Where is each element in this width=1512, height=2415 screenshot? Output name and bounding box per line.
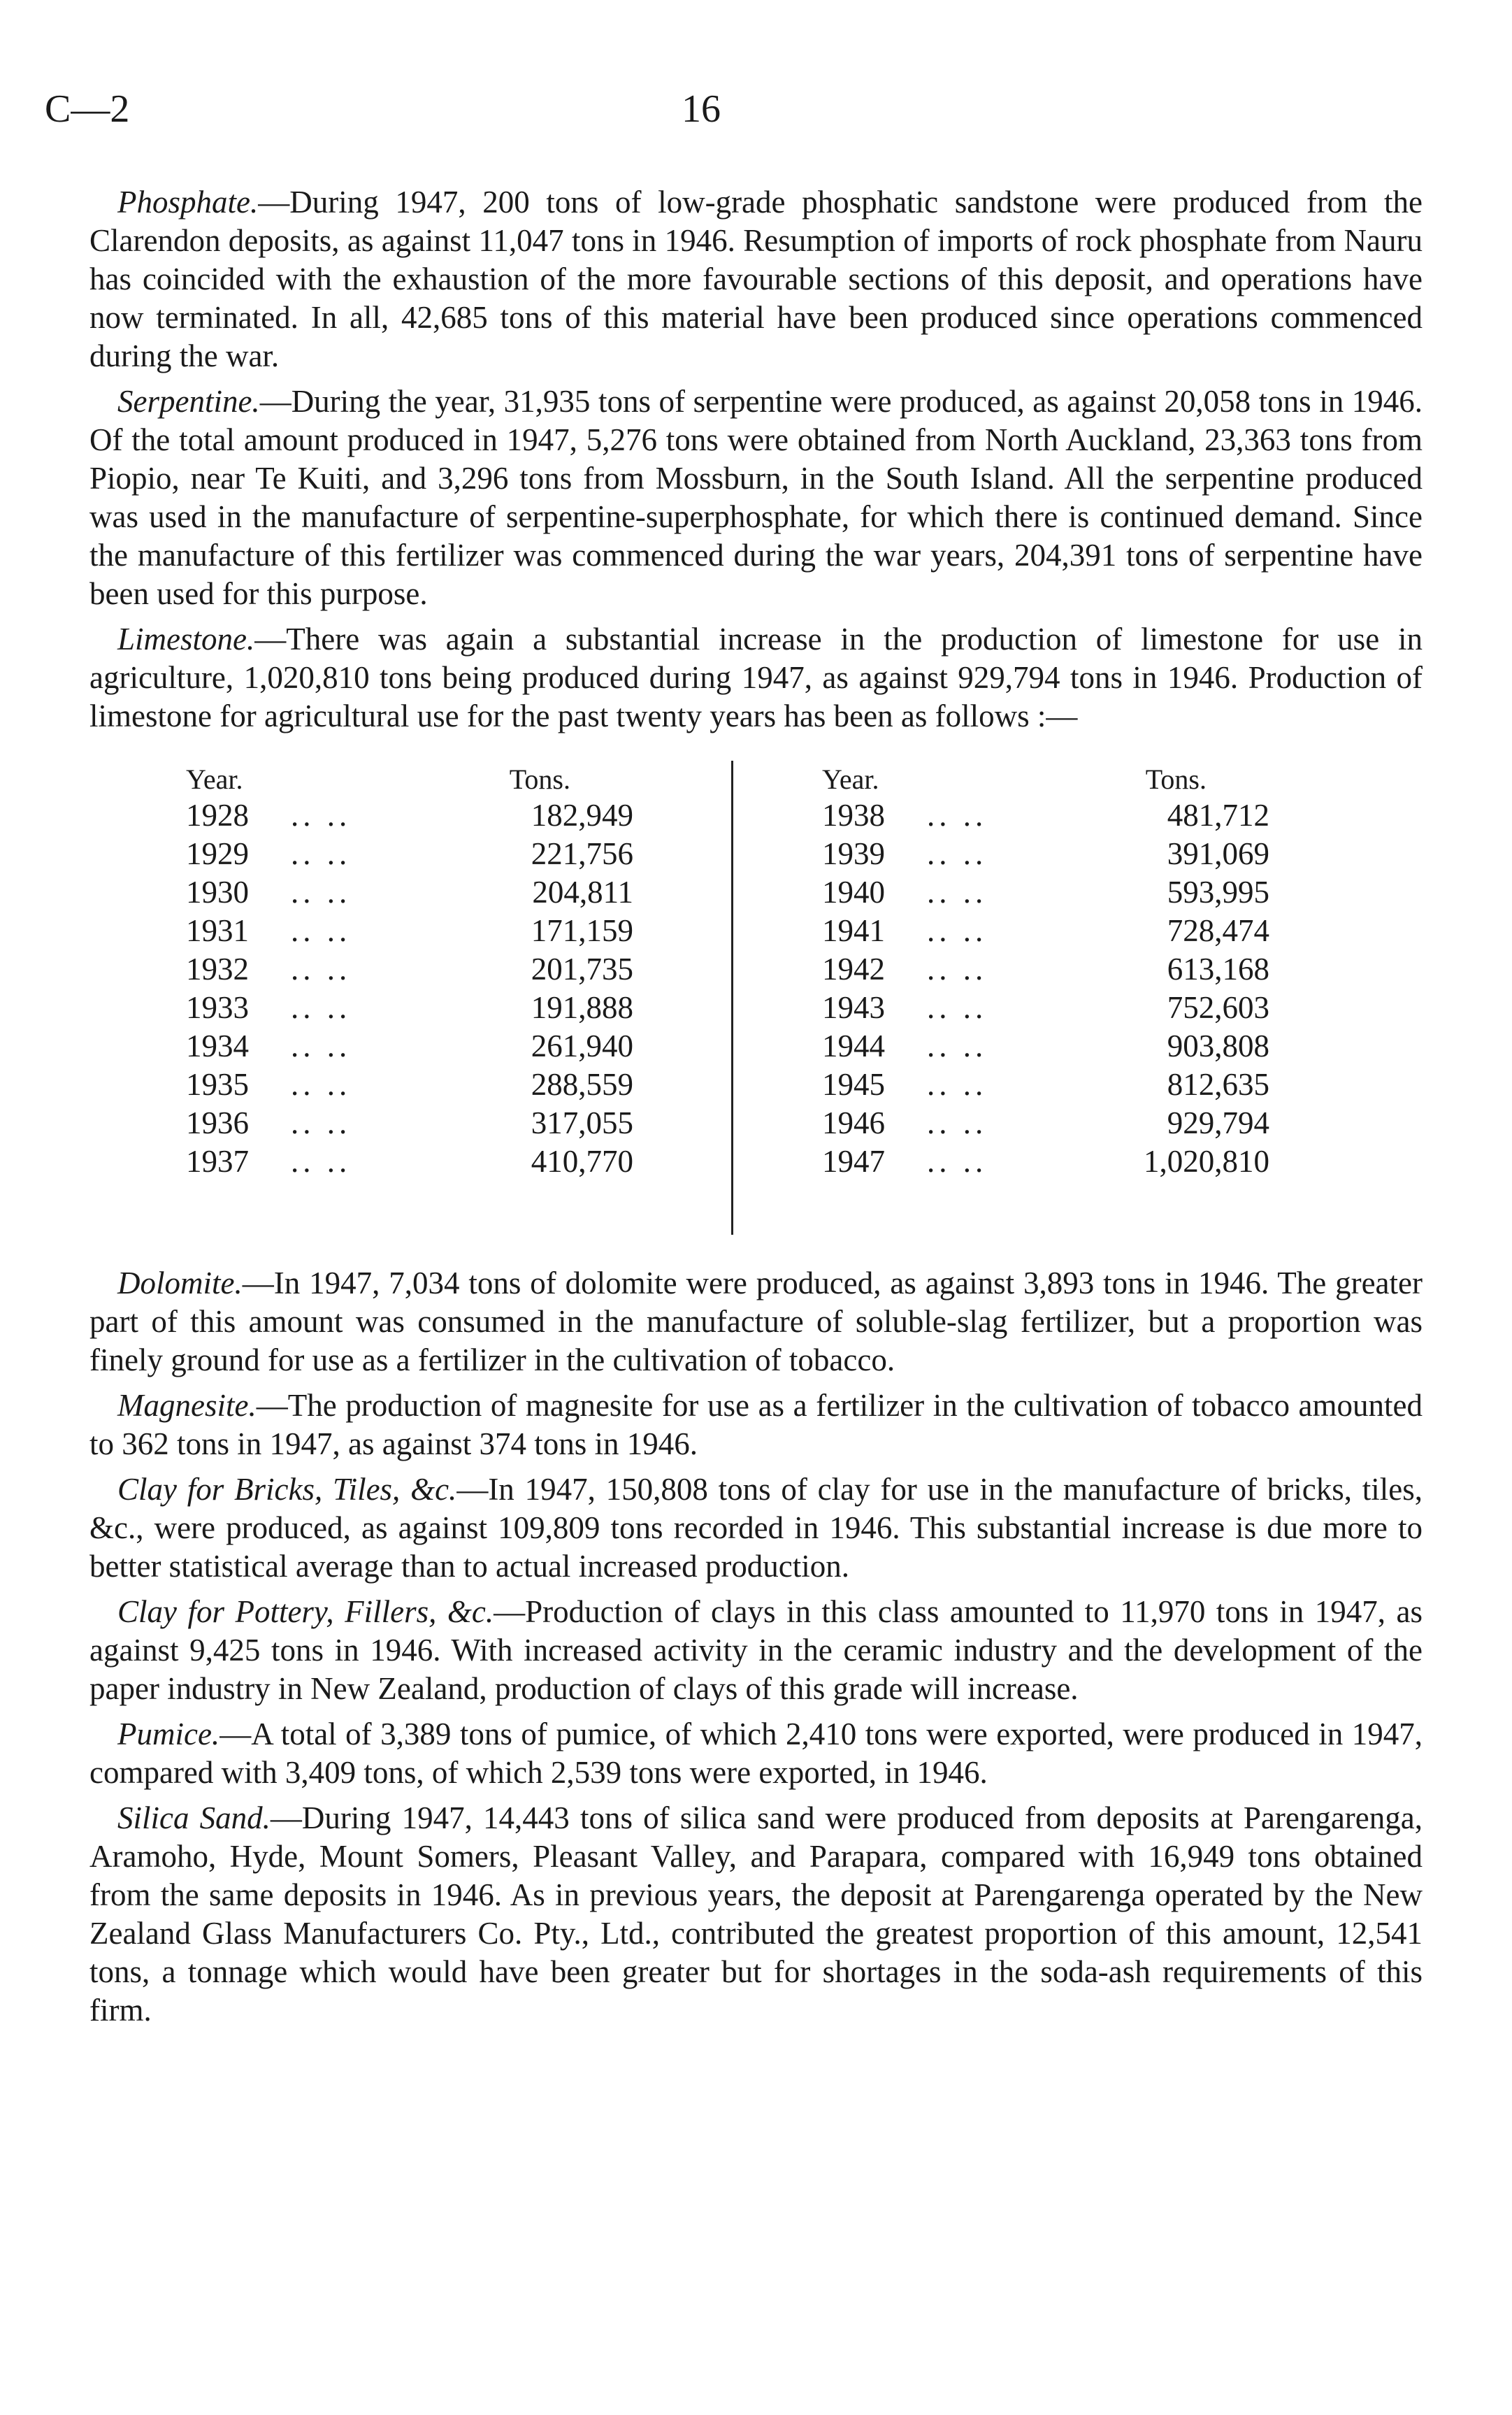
paragraph (89, 1715, 1423, 1792)
dot-leader: .. .. (291, 874, 352, 910)
year-header: Year. (186, 764, 243, 795)
table-row (186, 911, 633, 949)
year-cell: 1935 (186, 1066, 249, 1102)
paragraph-heading: Serpentine. (117, 384, 260, 419)
tons-cell: 201,735 (531, 951, 633, 987)
paragraph-text: —In 1947, 7,034 tons of dolomite were produced, as against 3,893 tons in 1946. The greater part of this amount was consumed in the manufacture of soluble-slag fertilizer, but a proportion was finely ground for use as a fertilizer in the cultivation of tobacco. (89, 1266, 1423, 1377)
paragraph (89, 183, 1423, 375)
paragraph-heading: Dolomite. (117, 1266, 243, 1300)
tons-cell: 261,940 (531, 1028, 633, 1063)
year-cell: 1938 (822, 797, 885, 833)
paragraph-heading: Limestone. (117, 622, 255, 657)
year-cell: 1937 (186, 1143, 249, 1179)
year-cell: 1944 (822, 1028, 885, 1063)
dot-leader: .. .. (927, 874, 988, 910)
dot-leader: .. .. (291, 797, 352, 833)
tons-cell: 182,949 (531, 797, 633, 833)
dot-leader: .. .. (927, 1066, 988, 1102)
table-row (186, 988, 633, 1026)
paragraph-heading: Clay for Pottery, Fillers, &c. (117, 1594, 494, 1629)
tons-cell: 204,811 (532, 874, 633, 910)
tons-cell: 171,159 (531, 912, 633, 948)
dot-leader: .. .. (291, 1105, 352, 1140)
tons-cell: 728,474 (1167, 912, 1269, 948)
paragraph-text: —During 1947, 200 tons of low-grade phosphatic sandstone were produced from the Clarendon deposits, as against 11,047 tons in 1946. Resumption of imports of rock phosphate from Nauru has coincided with the exhaustion of the more favourable sections of this deposit, and operations have now terminated. In all, 42,685 tons of this material have been produced since operations commenced during the war. (89, 185, 1423, 373)
table-row (822, 834, 1269, 873)
table-row (822, 1103, 1269, 1142)
paragraph-heading: Phosphate. (117, 185, 259, 220)
year-cell: 1929 (186, 836, 249, 871)
table-row (822, 1142, 1269, 1180)
paragraph (89, 1470, 1423, 1586)
year-cell: 1936 (186, 1105, 249, 1140)
dot-leader: .. .. (291, 1143, 352, 1179)
limestone-production-table (89, 752, 1423, 1242)
table-header-left (186, 752, 633, 796)
year-cell: 1946 (822, 1105, 885, 1140)
dot-leader: .. .. (291, 1028, 352, 1063)
document-body (89, 183, 1423, 2037)
year-cell: 1947 (822, 1143, 885, 1179)
paragraph (89, 382, 1423, 613)
paragraph (89, 1264, 1423, 1380)
year-cell: 1943 (822, 989, 885, 1025)
paragraph-text: —Production of clays in this class amounted to 11,970 tons in 1947, as against 9,425 tons in 1946. With increased activity in the ceramic industry and the development of the paper industry in New Zealand, production of clays of this grade will increase. (89, 1594, 1423, 1706)
paragraph-text: —During 1947, 14,443 tons of silica sand were produced from deposits at Parengarenga, Aramoho, Hyde, Mount Somers, Pleasant Valley, and Parapara, compared with 16,949 tons obtained from the same deposits in 1946. As in previous years, the deposit at Parengarenga operated by the New Zealand Glass Manufacturers Co. Pty., Ltd., contributed the greatest proportion of this amount, 12,541 tons, a tonnage which would have been greater but for shortages in the soda-ash requirements of this firm. (89, 1800, 1423, 2028)
table-row (822, 796, 1269, 834)
table-row (186, 1065, 633, 1103)
tons-cell: 1,020,810 (1144, 1143, 1269, 1179)
year-cell: 1934 (186, 1028, 249, 1063)
dot-leader: .. .. (927, 1143, 988, 1179)
dot-leader: .. .. (927, 836, 988, 871)
table-row (822, 873, 1269, 911)
tons-cell: 288,559 (531, 1066, 633, 1102)
year-header: Year. (822, 764, 879, 795)
paragraph-text: —The production of magnesite for use as a fertilizer in the cultivation of tobacco amounted to 362 tons in 1947, as against 374 tons in 1946. (89, 1388, 1423, 1461)
tons-cell: 317,055 (531, 1105, 633, 1140)
table-row (822, 1026, 1269, 1065)
dot-leader: .. .. (291, 912, 352, 948)
table-row (186, 1103, 633, 1142)
table-row (822, 988, 1269, 1026)
dot-leader: .. .. (291, 989, 352, 1025)
tons-header: Tons. (509, 764, 570, 795)
tons-header: Tons. (1145, 764, 1207, 795)
paragraph (89, 1593, 1423, 1708)
tons-cell: 191,888 (531, 989, 633, 1025)
table-row (186, 873, 633, 911)
table-column-divider (731, 761, 733, 1235)
tons-cell: 752,603 (1167, 989, 1269, 1025)
dot-leader: .. .. (927, 1028, 988, 1063)
paragraphs-after-table (89, 1264, 1423, 2030)
year-cell: 1930 (186, 874, 249, 910)
table-column-left (186, 752, 633, 1180)
year-cell: 1942 (822, 951, 885, 987)
dot-leader: .. .. (927, 989, 988, 1025)
tons-cell: 903,808 (1167, 1028, 1269, 1063)
dot-leader: .. .. (927, 951, 988, 987)
table-row (822, 911, 1269, 949)
table-column-right (822, 752, 1269, 1180)
tons-cell: 812,635 (1167, 1066, 1269, 1102)
paragraph (89, 620, 1423, 736)
tons-cell: 613,168 (1167, 951, 1269, 987)
paragraph-heading: Magnesite. (117, 1388, 257, 1423)
paragraph-text: —During the year, 31,935 tons of serpentine were produced, as against 20,058 tons in 1946. Of the total amount produced in 1947, 5,276 tons were obtained from North Auckland, 23,363 tons from Piopio, near Te Kuiti, and 3,296 tons from Mossburn, in the South Island. All the serpentine produced was used in the manufacture of serpentine-superphosphate, for which there is continued demand. Since the manufacture of this fertilizer was commenced during the war years, 204,391 tons of serpentine have been used for this purpose. (89, 384, 1423, 611)
page-number: 16 (682, 87, 721, 131)
table-row (186, 796, 633, 834)
year-cell: 1939 (822, 836, 885, 871)
tons-cell: 593,995 (1167, 874, 1269, 910)
paragraph (89, 1386, 1423, 1463)
dot-leader: .. .. (927, 797, 988, 833)
year-cell: 1945 (822, 1066, 885, 1102)
paragraph-text: —There was again a substantial increase in the production of limestone for use in agriculture, 1,020,810 tons being produced during 1947, as against 929,794 tons in 1946. Production of limestone for agricultural use for the past twenty years has been as follows :— (89, 622, 1423, 733)
tons-cell: 410,770 (531, 1143, 633, 1179)
tons-cell: 929,794 (1167, 1105, 1269, 1140)
year-cell: 1932 (186, 951, 249, 987)
paragraph-text: —A total of 3,389 tons of pumice, of which 2,410 tons were exported, were produced in 1947, compared with 3,409 tons, of which 2,539 tons were exported, in 1946. (89, 1717, 1423, 1790)
table-row (822, 949, 1269, 988)
table-row (822, 1065, 1269, 1103)
tons-cell: 391,069 (1167, 836, 1269, 871)
table-row (186, 834, 633, 873)
table-row (186, 1026, 633, 1065)
paragraph (89, 1799, 1423, 2030)
document-code: C—2 (45, 87, 130, 131)
paragraph-heading: Silica Sand. (117, 1800, 271, 1835)
year-cell: 1940 (822, 874, 885, 910)
table-row (186, 1142, 633, 1180)
paragraph-heading: Pumice. (117, 1717, 220, 1751)
year-cell: 1928 (186, 797, 249, 833)
dot-leader: .. .. (291, 836, 352, 871)
year-cell: 1933 (186, 989, 249, 1025)
table-row (186, 949, 633, 988)
dot-leader: .. .. (927, 1105, 988, 1140)
paragraph-heading: Clay for Bricks, Tiles, &c. (117, 1472, 457, 1507)
dot-leader: .. .. (927, 912, 988, 948)
dot-leader: .. .. (291, 1066, 352, 1102)
tons-cell: 221,756 (531, 836, 633, 871)
table-header-right (822, 752, 1269, 796)
year-cell: 1941 (822, 912, 885, 948)
paragraphs-before-table (89, 183, 1423, 736)
dot-leader: .. .. (291, 951, 352, 987)
year-cell: 1931 (186, 912, 249, 948)
paragraph-text: —In 1947, 150,808 tons of clay for use in the manufacture of bricks, tiles, &c., were produced, as against 109,809 tons recorded in 1946. This substantial increase is due more to better statistical average than to actual increased production. (89, 1472, 1423, 1584)
tons-cell: 481,712 (1167, 797, 1269, 833)
